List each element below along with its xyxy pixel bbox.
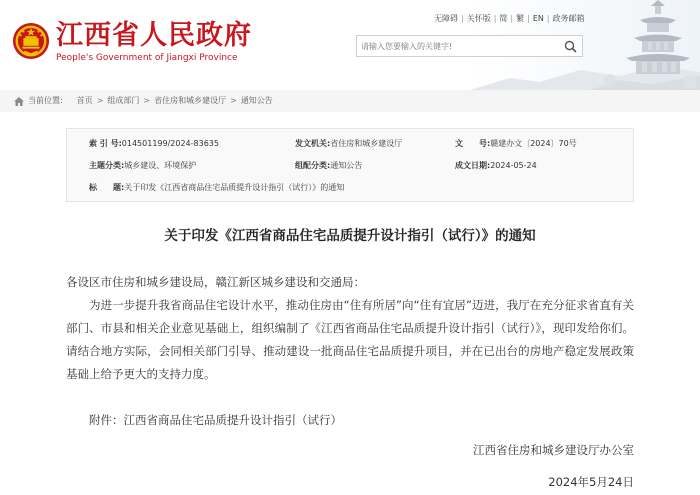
- meta-row: [67, 134, 635, 154]
- accessibility-link[interactable]: 无障碍: [434, 14, 458, 23]
- breadcrumb-home[interactable]: 首页: [76, 96, 93, 105]
- elder-mode-link[interactable]: 关怀版: [466, 14, 491, 23]
- home-icon: [14, 97, 24, 106]
- breadcrumb-label: 当前位置:: [28, 96, 63, 105]
- simplified-chinese-link[interactable]: 简: [499, 14, 508, 23]
- topic-value: 城乡建设、环境保护: [124, 161, 197, 170]
- gov-email-link[interactable]: 政务邮箱: [552, 14, 585, 23]
- site-subtitle: People's Government of Jiangxi Province: [56, 53, 238, 63]
- meta-row: [67, 156, 635, 176]
- site-title[interactable]: 江西省人民政府: [56, 20, 252, 51]
- top-links: 无障碍 | 关怀版 | 简 | 繁 | EN | 政务邮箱: [434, 14, 585, 23]
- search-icon: [564, 40, 577, 53]
- search-button[interactable]: [559, 35, 583, 57]
- english-link[interactable]: EN: [532, 14, 544, 23]
- search-box: [356, 35, 560, 57]
- issuer-value: 省住房和城乡建设厅: [330, 139, 403, 148]
- body-paragraph: 为进一步提升我省商品住宅设计水平，推动住房由“住有所居”向“住有宜居”迈进，我厅在充分征求省直有关部门、市县和相关企业意见基础上，组织编制了《江西省商品住宅品质提升设计指引（试行）》，现印发给你们。请结合地方实际，会同相关部门引导、推动建设一批商品住宅品质提升项目，并在已出台的房地产稳定发展政策基础上给予更大的支持力度。: [66, 298, 634, 381]
- breadcrumb: 当前位置: 首页 > 组成部门 > 省住房和城乡建设厅 > 通知公告: [0, 90, 700, 112]
- meta-row: [67, 178, 635, 198]
- salutation: 各设区市住房和城乡建设局，赣江新区城乡建设和交通局：: [66, 275, 365, 289]
- issue-date: 2024年5月24日: [548, 475, 634, 489]
- signature: 江西省住房和城乡建设厅办公室: [473, 443, 634, 457]
- national-emblem-icon: [12, 22, 50, 60]
- site-header: [0, 0, 700, 90]
- breadcrumb-notices[interactable]: 通知公告: [240, 96, 273, 105]
- traditional-chinese-link[interactable]: 繁: [516, 14, 525, 23]
- date-label: 成文日期:: [455, 161, 491, 170]
- document-meta-box: [66, 128, 634, 202]
- subject-label: 标 题:: [89, 183, 125, 192]
- index-label: 索 引 号:: [89, 139, 122, 148]
- search-input[interactable]: [361, 38, 551, 54]
- column-label: 组配分类:: [295, 161, 331, 170]
- subject-value: 关于印发《江西省商品住宅品质提升设计指引（试行）》的通知: [124, 183, 345, 192]
- column-value: 通知公告: [330, 161, 363, 170]
- topic-label: 主题分类:: [89, 161, 125, 170]
- index-value: 014501199/2024-83635: [121, 139, 219, 148]
- attachment-link[interactable]: 附件：江西省商品住宅品质提升设计指引（试行）: [89, 413, 342, 427]
- breadcrumb-housing-dept[interactable]: 省住房和城乡建设厅: [154, 96, 227, 105]
- issuer-label: 发文机关:: [295, 139, 331, 148]
- docno-label: 文 号:: [455, 139, 491, 148]
- breadcrumb-departments[interactable]: 组成部门: [107, 96, 140, 105]
- date-value: 2024-05-24: [490, 161, 537, 170]
- docno-value: 赣建办文〔2024〕70号: [490, 139, 577, 148]
- article-title: 关于印发《江西省商品住宅品质提升设计指引（试行）》的通知: [164, 228, 536, 244]
